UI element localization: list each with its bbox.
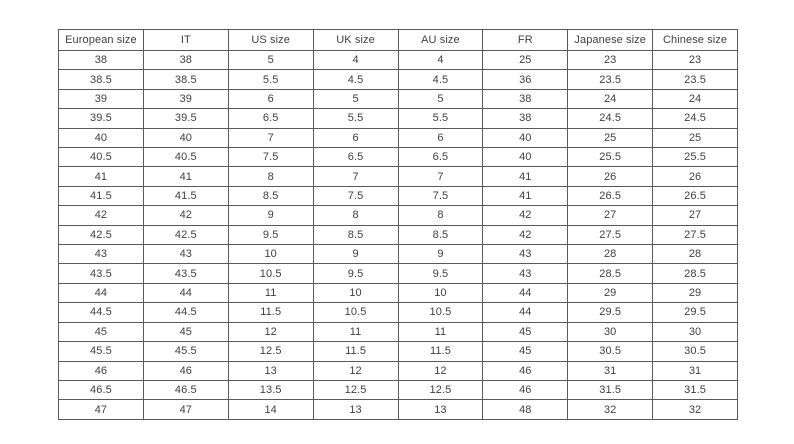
table-cell: 7.5 [313,186,398,205]
table-cell: 28 [568,245,653,264]
column-header: AU size [398,30,483,51]
table-cell: 42 [483,206,568,225]
table-cell: 6 [228,89,313,108]
table-cell: 43 [59,245,144,264]
table-cell: 12 [313,361,398,380]
table-cell: 6 [313,128,398,147]
table-cell: 42.5 [143,225,228,244]
table-cell: 39 [59,89,144,108]
table-row [59,245,738,264]
table-cell: 36 [483,70,568,89]
table-cell: 41.5 [59,186,144,205]
table-cell: 38 [483,89,568,108]
table-cell: 4 [313,51,398,70]
table-cell: 13 [313,400,398,420]
table-cell: 30 [653,322,738,341]
table-cell: 42 [59,206,144,225]
table-cell: 10 [398,283,483,302]
table-cell: 9.5 [228,225,313,244]
table-cell: 13 [228,361,313,380]
table-cell: 11.5 [313,342,398,361]
table-row [59,167,738,186]
table-cell: 9 [398,245,483,264]
table-cell: 7.5 [398,186,483,205]
table-row [59,303,738,322]
table-cell: 8 [398,206,483,225]
table-cell: 38 [59,51,144,70]
column-header: Chinese size [653,30,738,51]
table-cell: 44 [59,283,144,302]
table-cell: 46 [483,380,568,399]
table-cell: 29 [653,283,738,302]
table-cell: 40 [143,128,228,147]
table-row [59,128,738,147]
table-cell: 8 [313,206,398,225]
table-row [59,89,738,108]
table-cell: 23 [653,51,738,70]
column-header: FR [483,30,568,51]
table-cell: 44.5 [59,303,144,322]
table-cell: 46.5 [59,380,144,399]
table-cell: 11.5 [228,303,313,322]
table-row [59,264,738,283]
table-cell: 7 [398,167,483,186]
table-cell: 40.5 [59,148,144,167]
table-cell: 45.5 [143,342,228,361]
table-cell: 39.5 [59,109,144,128]
table-cell: 25 [653,128,738,147]
table-row [59,109,738,128]
table-cell: 10.5 [398,303,483,322]
table-cell: 23.5 [653,70,738,89]
table-cell: 43 [143,245,228,264]
table-cell: 41 [483,167,568,186]
table-cell: 45 [59,322,144,341]
table-cell: 8.5 [398,225,483,244]
table-cell: 27 [653,206,738,225]
column-header: European size [59,30,144,51]
table-cell: 6 [398,128,483,147]
table-cell: 25.5 [568,148,653,167]
table-row [59,51,738,70]
table-cell: 26.5 [653,186,738,205]
table-cell: 46 [59,361,144,380]
table-cell: 8 [228,167,313,186]
table-cell: 46 [143,361,228,380]
table-cell: 9 [313,245,398,264]
table-cell: 13.5 [228,380,313,399]
table-cell: 28.5 [568,264,653,283]
table-cell: 43.5 [59,264,144,283]
table-cell: 11 [228,283,313,302]
table-cell: 42.5 [59,225,144,244]
table-cell: 44 [483,283,568,302]
table-cell: 27 [568,206,653,225]
table-cell: 39.5 [143,109,228,128]
table-cell: 43.5 [143,264,228,283]
table-cell: 31.5 [568,380,653,399]
table-cell: 28.5 [653,264,738,283]
table-cell: 46 [483,361,568,380]
table-cell: 38 [143,51,228,70]
table-cell: 28 [653,245,738,264]
table-cell: 12.5 [228,342,313,361]
table-cell: 27.5 [653,225,738,244]
table-cell: 8.5 [228,186,313,205]
table-cell: 38.5 [59,70,144,89]
table-cell: 43 [483,245,568,264]
table-cell: 30.5 [568,342,653,361]
table-header [59,30,738,51]
table-cell: 44.5 [143,303,228,322]
table-cell: 42 [483,225,568,244]
table-cell: 23.5 [568,70,653,89]
table-row [59,225,738,244]
table-cell: 5.5 [228,70,313,89]
table-cell: 24.5 [653,109,738,128]
table-cell: 29.5 [568,303,653,322]
table-cell: 4.5 [313,70,398,89]
column-header: UK size [313,30,398,51]
table-row [59,322,738,341]
table-cell: 41.5 [143,186,228,205]
table-row [59,361,738,380]
table-cell: 12.5 [313,380,398,399]
table-cell: 25 [483,51,568,70]
table-cell: 7 [313,167,398,186]
table-cell: 10.5 [228,264,313,283]
table-cell: 43 [483,264,568,283]
table-cell: 11 [398,322,483,341]
table-row [59,148,738,167]
table-row [59,186,738,205]
table-cell: 45 [143,322,228,341]
table-cell: 38 [483,109,568,128]
table-cell: 25.5 [653,148,738,167]
table-cell: 45 [483,322,568,341]
table-cell: 41 [59,167,144,186]
table-row [59,70,738,89]
table-cell: 24 [568,89,653,108]
table-cell: 13 [398,400,483,420]
table-cell: 38.5 [143,70,228,89]
table-cell: 7 [228,128,313,147]
table-row [59,400,738,420]
shoe-size-conversion-table [58,29,738,420]
table-row [59,380,738,399]
header-row [59,30,738,51]
table-cell: 40 [59,128,144,147]
table-cell: 12 [228,322,313,341]
table-cell: 5.5 [313,109,398,128]
table-cell: 40 [483,148,568,167]
table-cell: 24.5 [568,109,653,128]
table-cell: 41 [483,186,568,205]
column-header: IT [143,30,228,51]
table-cell: 41 [143,167,228,186]
table-cell: 32 [653,400,738,420]
table-cell: 46.5 [143,380,228,399]
table-cell: 10 [228,245,313,264]
table-cell: 24 [653,89,738,108]
table-row [59,283,738,302]
table-cell: 6.5 [313,148,398,167]
table-cell: 5 [313,89,398,108]
table-cell: 29.5 [653,303,738,322]
table-cell: 30.5 [653,342,738,361]
table-cell: 6.5 [398,148,483,167]
table-cell: 31 [653,361,738,380]
table-cell: 10 [313,283,398,302]
table-cell: 5 [398,89,483,108]
table-row [59,206,738,225]
table-cell: 31.5 [653,380,738,399]
table-cell: 48 [483,400,568,420]
table-cell: 29 [568,283,653,302]
table-cell: 12.5 [398,380,483,399]
table-cell: 31 [568,361,653,380]
table-cell: 42 [143,206,228,225]
table-body [59,51,738,420]
table-cell: 5.5 [398,109,483,128]
table-cell: 8.5 [313,225,398,244]
table-cell: 4 [398,51,483,70]
table-cell: 26 [653,167,738,186]
table-cell: 47 [59,400,144,420]
table-cell: 47 [143,400,228,420]
column-header: US size [228,30,313,51]
table-cell: 25 [568,128,653,147]
table-cell: 26.5 [568,186,653,205]
table-cell: 9.5 [398,264,483,283]
table-cell: 5 [228,51,313,70]
table-cell: 9 [228,206,313,225]
table-cell: 44 [143,283,228,302]
table-cell: 26 [568,167,653,186]
table-cell: 39 [143,89,228,108]
table-cell: 6.5 [228,109,313,128]
table-cell: 14 [228,400,313,420]
table-cell: 23 [568,51,653,70]
table-cell: 27.5 [568,225,653,244]
table-cell: 40.5 [143,148,228,167]
table-cell: 11.5 [398,342,483,361]
table-cell: 44 [483,303,568,322]
table-cell: 9.5 [313,264,398,283]
table-cell: 45 [483,342,568,361]
table-cell: 12 [398,361,483,380]
table-row [59,342,738,361]
column-header: Japanese size [568,30,653,51]
table-cell: 4.5 [398,70,483,89]
table-cell: 40 [483,128,568,147]
table-cell: 7.5 [228,148,313,167]
table-cell: 45.5 [59,342,144,361]
table-cell: 10.5 [313,303,398,322]
table-cell: 30 [568,322,653,341]
table-cell: 32 [568,400,653,420]
table-cell: 11 [313,322,398,341]
